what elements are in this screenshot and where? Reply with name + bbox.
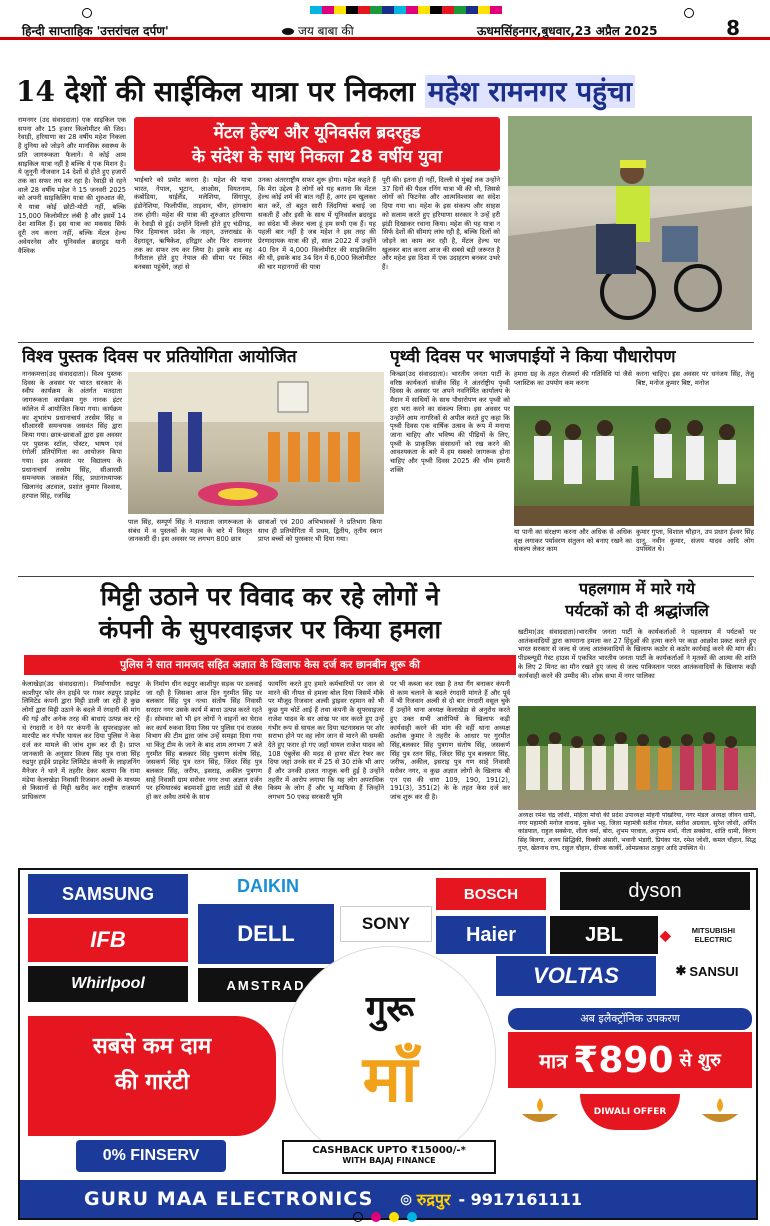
pahalgam-headline-line-2: पर्यटकों को दी श्रद्धांजलि [565, 601, 709, 620]
brand-daikin: DAIKIN [237, 875, 299, 896]
ribbon-line-1: मेंटल हेल्थ और यूनिवर्सल ब्रदरहुड [213, 123, 421, 143]
lead-column-2: भाईचारे को प्रमोट करना है। महेश की यात्रा भारत, नेपाल, भूटान, लाओस, वियतनाम, कंबोडिया, थाईलैंड, मलेशिया, सिंगापुर, इंडोनेशिया, फिलीपींस, ताइवान, चीन, हांगकांग तक होगी। महेश की यात्रा की शुरुआत हरियाणा के रेवाड़ी से हुई। उन्होंने दिल्ली होते हुए चंडीगढ़, फिर हिमाचल प्रदेश के नाहन, उत्तराखंड के देहरादून, ऋषिकेश, हरिद्वार और फिर रामनगर तक का सफर तय कर लिया है। इसके बाद वह नैनीताल होते हुए नेपाल की सीमा पर स्थित बनबसा पहुंचेंगे, जहां से [134, 176, 252, 272]
soil-clash-headline-line-1: मिट्टी उठाने पर विवाद कर रहे लोगों ने [100, 582, 440, 611]
registration-mark-icon [82, 8, 92, 18]
cyclist-photo [508, 116, 752, 330]
divider [18, 342, 754, 343]
brand-samsung: SAMSUNG [28, 874, 188, 914]
diwali-offer-badge: DIWALI OFFER [580, 1094, 680, 1130]
cashback-box [282, 1140, 496, 1174]
diya-icon [520, 1096, 560, 1130]
offer-header: अब इलैक्ट्रॉनिक उपकरण [508, 1008, 752, 1030]
guru-maa-logo [282, 946, 496, 1166]
print-registration-bar [4, 1212, 766, 1224]
soil-clash-column-1: केलाखेड़ा(उद संवाददाता)। निर्माणाधीन रुद्रपुर काशीपुर फोर लेन हाईवे पर गावर रुद्रपुर प्राइवेट लिमिटेड कंपनी द्वारा मिट्टी डाली जा रही है कुछ लोगों द्वारा मिट्टी उठाने के बदले में रंगदारी की मांग की गई और अनेक तरह की बाधाएं उत्पन्न कर रहे थे रंगदारी न देने पर कंपनी के सुपरवाइजर को मारपीट कर गंभीर घायल कर दिया पुलिस ने केस दर्ज कर मामले की जांच शुरू कर दी है। प्राप्त जानकारी के अनुसार विजय सिंह पुत्र राजा सिंह रुद्रपुर हाईवे प्राइवेट लिमिटेड कंपनी के लाइजनिंग मैनेजर ने थाने में तहरीर देकर बताया कि रामा मंडेया केलाखेड़ा निवासी रिजवान अल्वी के माध्यम से किसानों से मिट्टी खरीद कर राष्ट्रीय राजमार्ग प्राधिकरण [22, 680, 140, 802]
earth-day-headline: पृथ्वी दिवस पर भाजपाईयों ने किया पौधारोपण [390, 347, 676, 367]
cashback-line-2: WITH BAJAJ FINANCE [342, 1156, 436, 1165]
slogan [282, 22, 354, 39]
book-day-photo [128, 372, 384, 514]
pahalgam-caption: अध्यक्ष रमेश चंद्र जोशी, महिला मोर्चा की प्रदेश उपाध्यक्ष मोहनी पोखरिया, नगर मंडल अध्यक्ष जीवन धामी, नगर महामंत्री मनोज वाधवा, मुकेश भट्ट, जिला महामंत्री सतीश गोयल, सतीश अग्रवाल, सुरेश जोशी, अर्पित कांडपाल, राहुल सक्सेना, शीला वर्मा, बोरा, शुभम परवाल, अनुपम शर्मा, नीता सक्सेना, शांति धामी, किरण सिंह बिलगा, अजय सिद्धिकी, विक्की अंसारी, भवानी भंडारी, प्रियंका पंत, रमेश जोशी, कमल चौहान, सिद्ध गुप्त, खेतनाथ राय, राहुल चौहान, दीपक कार्की, ओमप्रकाश ठाकुर आदि उपस्थित थे। [518, 812, 756, 852]
cashback-line-1: CASHBACK UPTO ₹15000/-* [312, 1145, 466, 1156]
offer-post: से शुरु [679, 1050, 721, 1071]
cyclist-illustration [508, 116, 752, 330]
earth-day-column-3: करना चाहिए। इस अवसर पर धनंजय सिंह, तेजु बिष्ट, मनोज कुमार बिष्ट, मनोज [636, 370, 754, 387]
book-day-column-3: छात्राओं एवं 200 अभिभावकों ने प्रतिभाग किया साथ ही प्रतियोगिता में प्रथम, द्वितीय, तृतीय स्थान प्राप्त बच्चों को पुरस्कार भी दिया गया। [258, 518, 382, 544]
registration-mark-icon [353, 1212, 363, 1222]
brand-sansui [660, 956, 754, 986]
color-bar [310, 6, 502, 14]
pahalgam-photo [518, 706, 756, 810]
page-number: 8 [726, 16, 740, 40]
students-illustration [128, 372, 384, 514]
finserv-badge: 0% FINSERV [76, 1140, 226, 1172]
book-day-headline: विश्व पुस्तक दिवस पर प्रतियोगिता आयोजित [22, 347, 297, 367]
diya-icon [700, 1096, 740, 1130]
tagline-line-1: सबसे कम दाम [92, 1034, 212, 1059]
electronics-advertisement [18, 868, 758, 1220]
dateline: ऊधमसिंहनगर,बुधवार,23 अप्रैल 2025 [477, 24, 658, 38]
brand-mitsubishi-text: MITSUBISHI ELECTRIC [691, 926, 736, 944]
shop-name: GURU MAA ELECTRONICS [84, 1188, 374, 1210]
brand-amstrad: AMSTRAD [198, 968, 334, 1002]
brand-jbl: JBL [550, 916, 658, 954]
brand-whirlpool: Whirlpool [28, 966, 188, 1002]
guru-text: गुरू [365, 988, 415, 1030]
divider [18, 576, 754, 577]
maa-text: माँ [362, 1042, 418, 1117]
paper-name: हिन्दी साप्ताहिक 'उत्तरांचल दर्पण' [22, 24, 169, 38]
sansui-logo-icon: ✱ [675, 963, 687, 978]
book-day-column-2: पाल सिंह, सम्पूर्ण सिंह ने मतदाता जागरूकता के संबंध में व पुस्तकों के महत्व के बारे में विस्तृत जानकारी दी। इस अवसर पर लगभग 800 छात्र [128, 518, 252, 544]
lead-column-1: रामनगर (उद संवाददाता) एक साइकिल एक सपना और 15 हजार किलोमीटर की जिद। रेवाड़ी, हरियाणा का 28 वर्षीय महेश निकला है दुनिया को जोड़ने और मानसिक स्वास्थ्य के प्रति जागरूकता फैलाने। ये कोई आम साइकिल यात्रा नहीं है बल्कि ये एक मिशन है। ये जुनूनी नौजवान 14 देशों से होते हुए हजारों तक का सफर तय कर रहा है। रेवाड़ी से रहने वाले 28 वर्षीय महेश ने 15 जनवरी 2025 को अपनी साइकिलिंग यात्रा की शुरुआत की, ये यात्रा कोई छोटी-मोटी नहीं, बल्कि 15,000 किलोमीटर लंबी है और इसमें 14 देश शामिल हैं। इस यात्रा का मकसद सिर्फ दूरी तय करना नहीं, बल्कि मेंटल हेल्थ अवेयरनेस और यूनिवर्सल ब्रदरहुड यानी वैश्विक [18, 116, 126, 255]
pahalgam-headline-line-1: पहलगाम में मारे गये [579, 579, 695, 598]
pahalgam-body: खटीमा(उद संवाददाता)।भारतीय जनता पार्टी के कार्यकर्ताओं ने पहलगाम में पर्यटकों पर आतंकवादियों द्वारा कायराना हमला कर 27 हिंदुओं की हत्या करने पर कड़ा आक्रोश प्रकट करते हुए भारत सरकार से जल्द से जल्द आतंकवादियों के खिलाफ कठोर से कठोर कार्रवाई करने की मांग की। पीडब्ल्यूडी गेस्ट हाउस में एकत्रित भारतीय जनता पार्टी के कार्यकर्ताओं ने मृतकों की आत्मा की शांति के लिए 2 मिनट का मौन रखते हुए जल्द से जल्द पाकिस्तान परस्त आतंकवादियों के खिलाफ कड़ी कार्यवाही करने की उम्मीद की। शोक सभा में नगर पालिका [518, 628, 756, 680]
brand-haier: Haier [436, 916, 546, 954]
ribbon-line-2: के संदेश के साथ निकला 28 वर्षीय युवा [191, 147, 443, 167]
lead-subhead-ribbon [134, 117, 500, 171]
brand-bosch: BOSCH [436, 878, 546, 910]
earth-day-photo [514, 406, 754, 526]
tagline-box [28, 1016, 276, 1136]
brand-voltas: VOLTAS [496, 956, 656, 996]
masthead [0, 2, 770, 40]
color-swatch-icon [371, 1212, 381, 1222]
shop-phone: - 9917161111 [458, 1189, 582, 1209]
color-swatch-icon [389, 1212, 399, 1222]
condolence-group-illustration [518, 706, 756, 810]
registration-mark-icon [684, 8, 694, 18]
soil-clash-headline [28, 580, 512, 650]
eye-icon [282, 28, 294, 35]
lead-column-3: उनका अंतरराष्ट्रीय सफर शुरू होगा। महेश कहते हैं कि मेरा उद्देश्य है लोगों को यह बताना कि मेंटल हेल्थ कोई शर्म की बात नहीं है, अगर हम खुलकर बात करें, तो बहुत सारी जिंदगियां बचाई जा सकती हैं और इसी के साथ में यूनिवर्सल ब्रदरहुड का संदेश भी लेकर चला हूं हम सभी एक हैं। यह पहली बार नहीं है जब महेश ने इस तरह की प्रेरणादायक यात्रा की हो, साल 2022 में उन्होंने 40 दिन में 4,000 किलोमीटर की साइकिलिंग की थी, इसके बाद 34 दिन में 6,000 किलोमीटर की चार महानगरों की यात्रा [258, 176, 376, 272]
lead-headline-part1: 14 देशों की साईकिल यात्रा पर निकला [16, 75, 416, 108]
lead-column-4: पूरी की। इतना ही नहीं, दिल्ली से मुंबई तक उन्होंने 37 दिनों की पैदल रनिंग यात्रा भी की थी, जिससे लोगों को फिटनेस और आत्मविश्वास का संदेश दिया गया था। महेश के इस संकल्प और साहस को सलाम करते हुए हरियाणा सरकार ने उन्हें हरी झंडी दिखाकर रवाना किया। महेश की यह यात्रा न सिर्फ देशों की सीमाएं लांघ रही है, बल्कि दिलों को जोड़ने का काम कर रही है, मेंटल हेल्थ पर खुलकर बात करना आज की सबसे बड़ी जरूरत है और महेश इस दिशा में एक उदाहरण बनकर उभरे हैं। [382, 176, 500, 272]
offer-price-box [508, 1032, 752, 1088]
location-pin-icon: ⊚ [399, 1189, 413, 1209]
planting-illustration [514, 406, 754, 526]
soil-clash-column-3: फायरिंग करते हुए हमारे कर्मचारियों पर जान से मारने की नीयत से हमला बोल दिया जिसमें मौके पर मौजूद रिजवान अल्वी ड्राइवर रहमान को भी कुछ गुम चोटें आई हैं तथा कंपनी के सुपरवाइजर राजेश यादव के सर आंख पर वार करते हुए उन्हें गंभीर रूप से घायल कर दिया घटनास्थल पर शोर सराभा होने पर वह लोग जान से मारने की धमकी देते हुए फरार हो गए जहाँ घायल राजेश यादव को 108 एंबुलेंस की मदद से हायर सेंटर रेफर कर दिया जहां उनके सर में 25 से 30 टांके भी आए हैं और उनकी हालत नाजुक बनी हुई है उन्होंने तहरीर में आरोप लगाया कि यह लोग अपराधिक किस्म के लोग हैं और भू माफिया हैं जिन्होंने लगभग 50 एकड़ सरकारी भूमि [268, 680, 384, 802]
soil-clash-ribbon: पुलिस ने सात नामजद सहित अज्ञात के खिलाफ केस दर्ज कर छानबीन शुरू की [24, 655, 516, 675]
mitsubishi-diamonds-icon: ◆ [660, 926, 671, 943]
slogan-text: जय बाबा की [298, 24, 354, 38]
earth-day-column-1: किच्छा(उद संवाददाता)। भारतीय जनता पार्टी के वरिष्ठ कार्यकर्ता संजीव सिंह ने अंतर्राष्ट्रीय पृथ्वी दिवस के अवसर पर अपने नवनिर्मित कार्यालय के मैदान में साथियों के साथ पौधारोपण कर पृथ्वी को हरा भरा करने का संकल्प लिया। इस अवसर पर उन्होंने आम नागरिकों से अपील करते हुए कहा कि पृथ्वी दिवस एक वार्षिक उत्सव के रूप में मनाया जाना चाहिए और भविष्य की पीढ़ियों के लिए, पृथ्वी के प्राकृतिक संसाधनों को रख करने की आवश्यकता के बारे में हम सबको जागरूक होना चाहिए और पृथ्वी दिवस 2025 की थीम हमारी शक्ति [390, 370, 510, 474]
soil-clash-headline-line-2: कंपनी के सुपरवाइजर पर किया हमला [99, 615, 441, 644]
earth-day-column-4: या पानी का संरक्षण करना और अधिक से अधिक वृक्ष लगाकर पर्यावरण संतुलन को बनाए रखने का संकल्प लेकर काम [514, 528, 632, 554]
shop-location: रुद्रपुर [416, 1190, 451, 1209]
brand-sansui-text: SANSUI [689, 963, 739, 979]
lead-headline [16, 72, 756, 114]
soil-clash-column-2: के निर्माण धीन रुद्रपुर काशीपुर सड़क पर डलवाई जा रही है जिसका आज दिन गुरमीत सिंह पर बलकार सिंह पुत्र नत्था संतोष सिंह निवासी सरदार नगर उसके कार्य में बाधा उत्पन्न करते रहते हैं। सोमवार को भी इन लोगों ने वाहनों का घेराव कर कार्य रुकवा दिया जिस पर पुलिस एवं राजस्व विभाग की टीम द्वारा जांच उन्हें समझा दिया गया था किंतु टीम के जाने के बाद शाम लगभग 7 बजे गुरमीत सिंह बलकार सिंह पुत्रगण संतोष सिंह, जसकर्ण सिंह पुत्र रतन सिंह, जिंदर सिंह पुत्र बलकार सिंह, जरीफ, इसराइ, अकील पुत्रगण साहे निवासी ग्राम सरोवर नगर तथा अज्ञात दर्जन पर हथियारबंद बदमाशों द्वारा लाठी डंडों से लैस हो कर अवैध तमंचे के साथ [146, 680, 262, 802]
tagline-line-2: की गारंटी [114, 1070, 190, 1095]
brand-dell: DELL [198, 904, 334, 964]
earth-day-column-5: कुमार गुप्ता, विशाल चौहान, उप प्रधान ईश्वर सिंह दानू, नवीन कुमार, संजय यादव आदि लोग उपस्थित थे। [636, 528, 754, 554]
soil-clash-column-4: पर भी कब्जा कर रखा है तथा गैंग बनाकर कंपनी से काम चलाने के बदले रंगदारी मांगते हैं और पूर्व में भी रिजवान अल्वी से दो बार रंगदारी वसूल चुके हैं उन्होंने थाना अध्यक्ष केलाखेड़ा से अनुरोध करते हुए उक्त सभी आरोपियों के खिलाफ कड़ी कार्यवाही करने की मांग की वहीं थाना अध्यक्ष अशोक कुमार ने तहरीर के आधार पर गुरमीत सिंह,बलकार सिंह पुत्रगण संतोष सिंह, जसकर्ण सिंह पुत्र रतन सिंह, जिंदर सिंह पुत्र बलकार सिंह, जरीफ, अकील, इसराइ पुत्र गण साहे निवासी सरोवर नगर, व कुछ अज्ञात लोगों के खिलाफ बी एन एस की धारा 109, 190, 191(2), 191(3), 351(2) के के तहत केस दर्ज कर जांच शुरू कर दी है। [390, 680, 510, 802]
pahalgam-headline [518, 578, 756, 624]
brand-sony: SONY [340, 906, 432, 942]
offer-pre: मात्र [539, 1048, 568, 1073]
book-day-column-1: नानकमत्ता(उद संवाददाता)। विश्व पुस्तक दिवस के अवसर पर भारत सरकार के स्वीप कार्यक्रम के अंतर्गत मतदाता जागरूकता कार्यक्रम गुरु नानक इंटर कॉलेज में आयोजित किया गया। कार्यक्रम का शुभारंभ प्रधानाचार्य तरसेम सिंह व सीआरसी समन्वयक जसवंत सिंह द्वारा किया गया। छात्र-छात्राओं द्वारा इस अवसर पर पुस्तक स्टॉल, पोस्टर, भाषण एवं रंगोली प्रतियोगिता का आयोजन किया गया। इस अवसर पर विद्यालय के प्रधानाचार्य तरसेम सिंह, सीआरसी समन्वयक जसवंत सिंह, प्रधानाध्यापक खिलानंद अटवाल, प्रशांत कुमार विश्वास, हरपाल सिंह, रजविंद्र [22, 370, 122, 500]
color-swatch-icon [407, 1212, 417, 1222]
brand-dyson: dyson [560, 872, 750, 910]
brand-mitsubishi [660, 916, 754, 954]
brand-ifb: IFB [28, 918, 188, 962]
earth-day-column-2: हमारा ग्रह के तहत रोजमर्रा की गतिविधि यां जैसे प्लास्टिक का उपयोग कम करना [514, 370, 632, 387]
offer-price: ₹890 [573, 1039, 674, 1081]
lead-headline-part2: महेश रामनगर पहुंचा [425, 75, 635, 108]
